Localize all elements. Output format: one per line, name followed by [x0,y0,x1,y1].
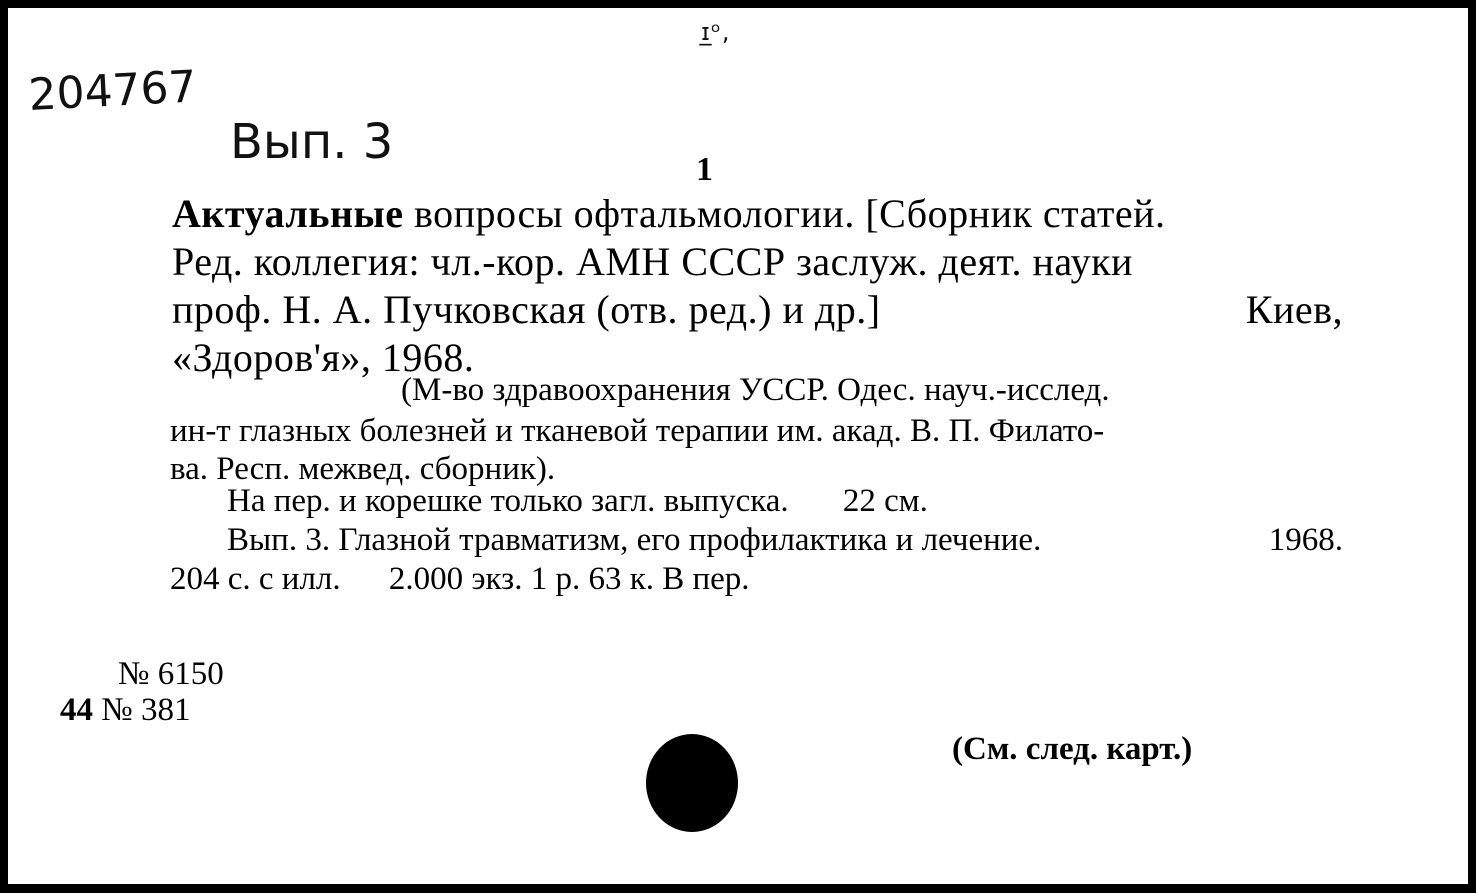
series-note-line-1: (М-во здравоохранения УССР. Одес. науч.-исслед. [401,372,1110,408]
main-entry-line-2: Ред. коллегия: чл.-кор. АМН СССР заслуж. деят. науки [172,239,1133,284]
entry-editor: проф. Н. А. Пучковская (отв. ред.) и др.] [172,287,881,332]
main-entry-line-4: «Здоров'я», 1968. [172,335,475,380]
series-note-line-2: ин-т глазных болезней и тканевой терапии им. акад. В. П. Филато- [170,413,1105,449]
main-entry-line-3 [172,286,1343,333]
entry-heading: Актуальные [172,191,404,236]
handwritten-top-mark: ɪ̲ᵒ, [701,18,731,46]
binding-note [227,483,1087,520]
registration-line-2 [60,692,191,729]
series-note-line-3: ва. Респ. межвед. сборник). [170,451,556,487]
entry-place: Киев, [1245,287,1343,332]
entry-title-text: вопросы офтальмологии. [Сборник статей. [414,191,1166,236]
issue-print-run: 2.000 экз. 1 р. 63 к. В пер. [388,561,750,597]
main-entry-line-1 [172,190,1343,237]
registration-number-1: № 6150 [118,656,224,692]
handwritten-volume-note: Вып. 3 [230,114,394,170]
binding-text: На пер. и корешке только загл. выпуска. [227,483,789,519]
punch-hole [646,734,738,832]
issue-line-2 [170,561,1342,598]
registration-prefix: 44 [60,692,93,728]
book-size: 22 см. [842,483,928,519]
card-number: 1 [696,151,713,188]
catalog-card [8,8,1468,884]
issue-year: 1968. [1268,522,1343,558]
continuation-note: (См. след. карт.) [952,731,1193,767]
issue-title: Вып. 3. Глазной травматизм, его профилактика и лечение. [227,522,1042,558]
registration-number-2: № 381 [101,692,191,728]
issue-line-1 [227,522,1343,559]
handwritten-inventory-number: 204767 [27,61,198,121]
issue-pages: 204 с. с илл. [170,561,341,597]
